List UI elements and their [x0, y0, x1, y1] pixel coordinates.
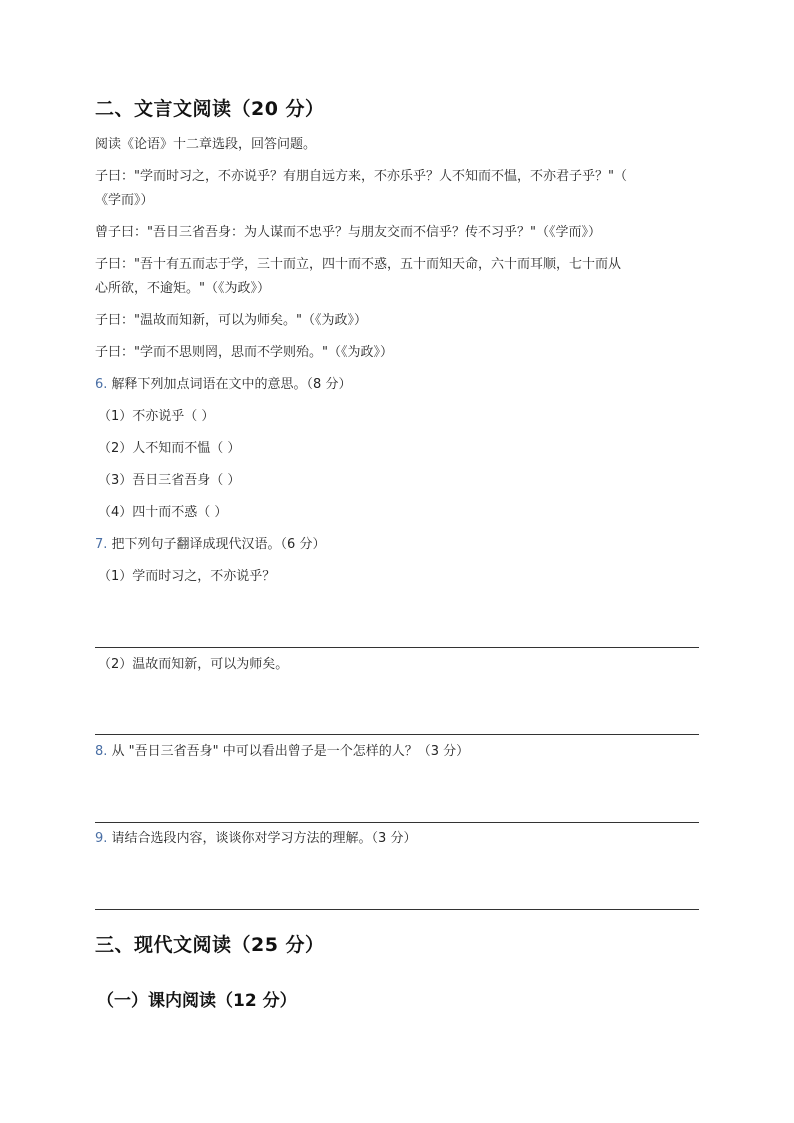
passage-3-line-2: 心所欲，不逾矩。"（《为政》）	[95, 281, 270, 296]
question-9	[95, 828, 416, 850]
answer-line	[95, 734, 699, 735]
question-7	[95, 534, 325, 556]
q7-item-1: （1）学而时习之，不亦说乎？	[98, 569, 276, 584]
q6-item-2: （2）人不知而不愠（ ）	[98, 441, 241, 456]
q6-item-4: （4）四十而不惑（ ）	[98, 505, 228, 520]
question-number: 8.	[95, 744, 108, 759]
passage-1-line-2: 《学而》）	[95, 193, 154, 208]
passage-4: 子曰："温故而知新，可以为师矣。"（《为政》）	[95, 313, 367, 328]
answer-line	[95, 647, 699, 648]
passage-1-line-1: 子曰："学而时习之，不亦说乎？有朋自远方来，不亦乐乎？人不知而不愠，不亦君子乎？"（	[95, 169, 627, 184]
question-8	[95, 741, 469, 763]
question-number: 6.	[95, 377, 108, 392]
section-heading: 二、文言文阅读（20 分）	[95, 98, 325, 120]
q6-item-1: （1）不亦说乎（ ）	[98, 409, 215, 424]
question-number: 7.	[95, 537, 108, 552]
question-text: 解释下列加点词语在文中的意思。（8 分）	[107, 377, 352, 392]
answer-line	[95, 909, 699, 910]
question-6	[95, 374, 351, 396]
q6-item-3: （3）吾日三省吾身（ ）	[98, 473, 241, 488]
passage-5: 子曰："学而不思则罔，思而不学则殆。"（《为政》）	[95, 345, 393, 360]
question-text: 把下列句子翻译成现代汉语。（6 分）	[107, 537, 326, 552]
answer-line	[95, 822, 699, 823]
passage-3-line-1: 子曰："吾十有五而志于学，三十而立，四十而不惑，五十而知天命，六十而耳顺，七十而从	[95, 257, 621, 272]
question-number: 9.	[95, 831, 108, 846]
section-heading: 三、现代文阅读（25 分）	[95, 934, 325, 956]
question-text: 请结合选段内容，谈谈你对学习方法的理解。（3 分）	[107, 831, 417, 846]
question-text: 从 "吾日三省吾身" 中可以看出曾子是一个怎样的人？（3 分）	[107, 744, 470, 759]
intro-text: 阅读《论语》十二章选段，回答问题。	[95, 137, 317, 152]
passage-2: 曾子曰："吾日三省吾身：为人谋而不忠乎？与朋友交而不信乎？传不习乎？"（《学而》）	[95, 225, 601, 240]
q7-item-2: （2）温故而知新，可以为师矣。	[98, 657, 289, 672]
subsection-heading: （一）课内阅读（12 分）	[97, 991, 297, 1011]
